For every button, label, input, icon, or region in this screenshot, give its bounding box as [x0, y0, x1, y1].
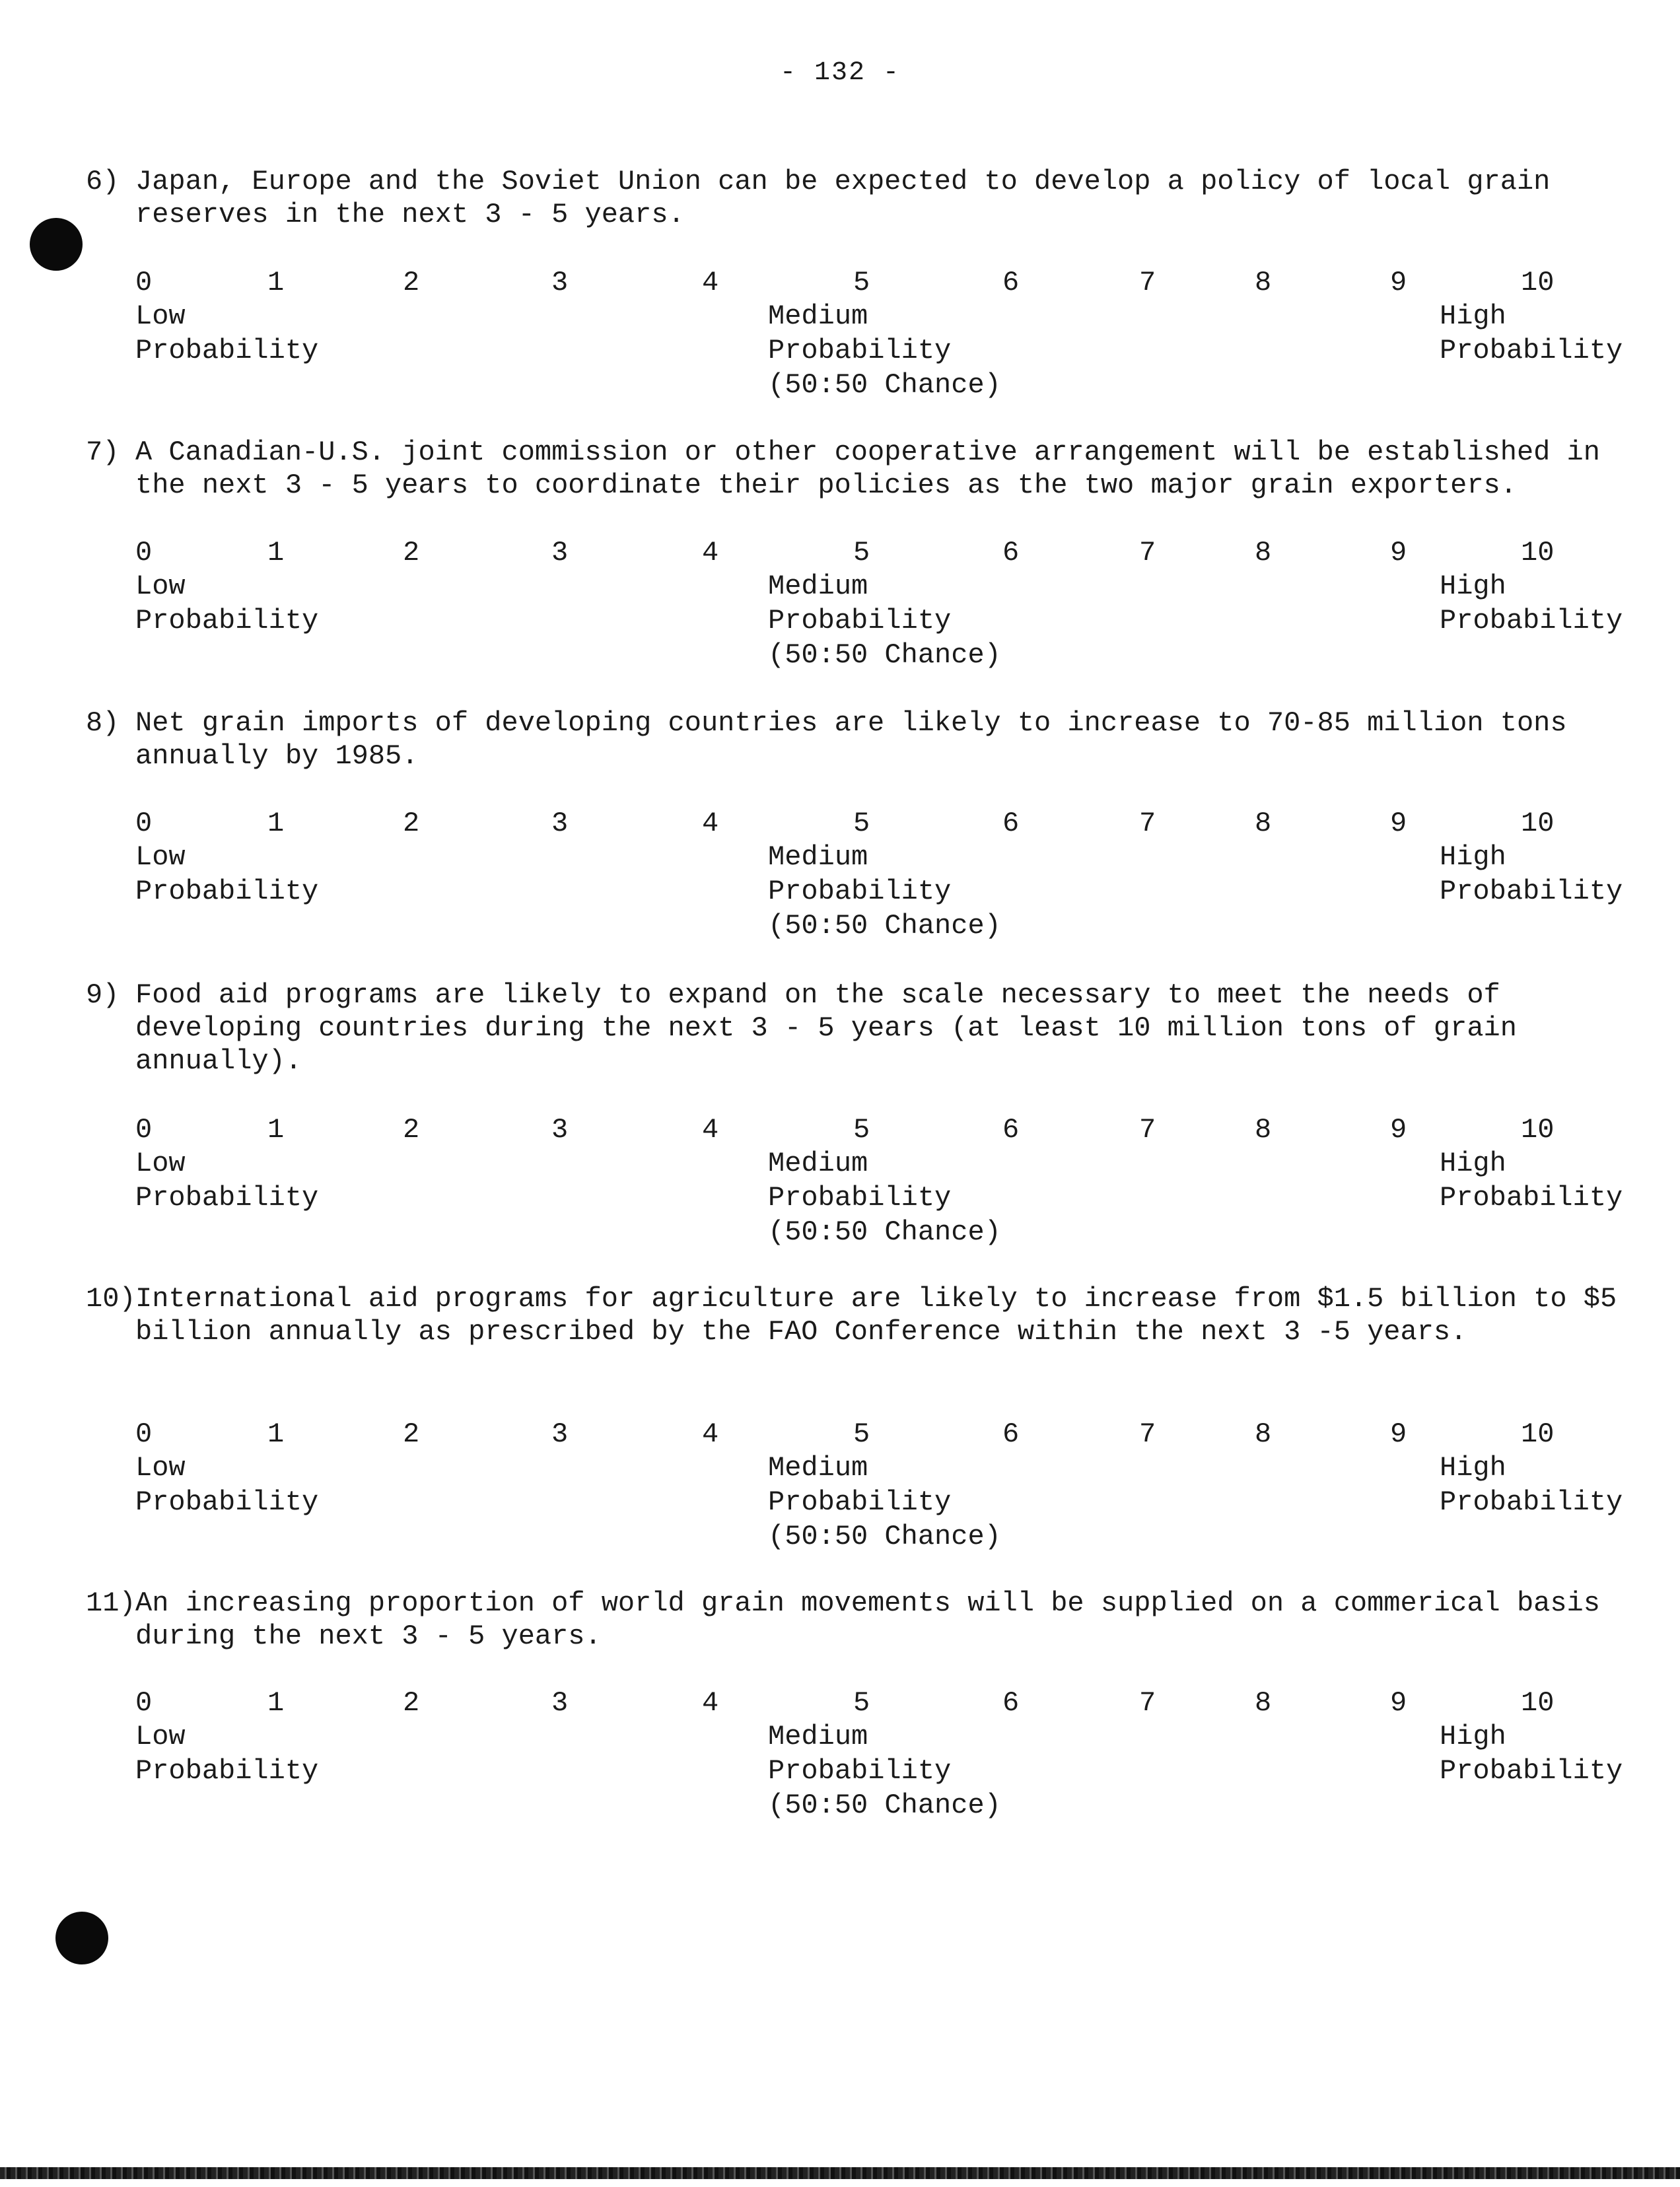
- medium-probability-label: Medium Probability (50:50 Chance): [768, 1452, 1001, 1552]
- question-statement: Food aid programs are likely to expand on the scale necessary to meet the needs of developing countries during the next 3 - 5 years (at least 10 million tons of grain annually).: [135, 979, 1517, 1077]
- question-number: 7): [86, 436, 120, 468]
- question-number: 8): [86, 707, 120, 739]
- scale-tick-5[interactable]: 5: [853, 267, 870, 298]
- probability-scale-6: [0, 266, 1680, 401]
- scale-tick-6[interactable]: 6: [1002, 1114, 1020, 1146]
- medium-probability-label: Medium Probability (50:50 Chance): [768, 1721, 1001, 1821]
- scale-tick-2[interactable]: 2: [403, 1114, 420, 1146]
- scale-tick-9[interactable]: 9: [1390, 267, 1407, 298]
- probability-scale-11: [0, 1686, 1680, 1819]
- scale-tick-4[interactable]: 4: [702, 267, 719, 298]
- scale-tick-7[interactable]: 7: [1139, 1687, 1156, 1719]
- scale-tick-8[interactable]: 8: [1255, 1687, 1272, 1719]
- scale-tick-10[interactable]: 10: [1521, 1114, 1555, 1146]
- scale-tick-1[interactable]: 1: [267, 1687, 285, 1719]
- page-bottom-rule: [0, 2167, 1680, 2179]
- scale-tick-3[interactable]: 3: [551, 1418, 569, 1450]
- scale-tick-1[interactable]: 1: [267, 808, 285, 839]
- scale-tick-8[interactable]: 8: [1255, 1418, 1272, 1450]
- high-probability-label: High Probability: [1440, 1148, 1623, 1214]
- scale-tick-2[interactable]: 2: [403, 808, 420, 839]
- high-probability-label: High Probability: [1440, 300, 1623, 366]
- medium-probability-label: Medium Probability (50:50 Chance): [768, 841, 1001, 942]
- scale-tick-10[interactable]: 10: [1521, 808, 1555, 839]
- question-number: 11): [86, 1587, 136, 1619]
- scale-tick-4[interactable]: 4: [702, 808, 719, 839]
- question-number: 9): [86, 979, 120, 1011]
- scale-tick-5[interactable]: 5: [853, 1114, 870, 1146]
- scale-tick-4[interactable]: 4: [702, 1687, 719, 1719]
- scale-tick-0[interactable]: 0: [135, 808, 153, 839]
- probability-scale-7: [0, 536, 1680, 671]
- scale-tick-6[interactable]: 6: [1002, 1418, 1020, 1450]
- scale-tick-10[interactable]: 10: [1521, 267, 1555, 298]
- scale-tick-5[interactable]: 5: [853, 808, 870, 839]
- probability-scale-8: [0, 807, 1680, 942]
- scale-tick-1[interactable]: 1: [267, 267, 285, 298]
- scale-tick-3[interactable]: 3: [551, 1114, 569, 1146]
- question-statement: Japan, Europe and the Soviet Union can be expected to develop a policy of local grain reserves in the next 3 - 5 years.: [135, 166, 1551, 230]
- scale-tick-5[interactable]: 5: [853, 1687, 870, 1719]
- scale-tick-2[interactable]: 2: [403, 1418, 420, 1450]
- scale-tick-7[interactable]: 7: [1139, 267, 1156, 298]
- scale-tick-1[interactable]: 1: [267, 537, 285, 569]
- scale-tick-5[interactable]: 5: [853, 537, 870, 569]
- high-probability-label: High Probability: [1440, 841, 1623, 907]
- question-text: [86, 165, 1634, 231]
- scale-tick-3[interactable]: 3: [551, 537, 569, 569]
- scale-tick-0[interactable]: 0: [135, 1418, 153, 1450]
- scale-tick-0[interactable]: 0: [135, 537, 153, 569]
- high-probability-label: High Probability: [1440, 1721, 1623, 1787]
- scale-tick-1[interactable]: 1: [267, 1114, 285, 1146]
- scale-tick-8[interactable]: 8: [1255, 1114, 1272, 1146]
- probability-scale-10: [0, 1418, 1680, 1550]
- scale-tick-0[interactable]: 0: [135, 1114, 153, 1146]
- scale-tick-2[interactable]: 2: [403, 537, 420, 569]
- scale-tick-8[interactable]: 8: [1255, 267, 1272, 298]
- scale-tick-9[interactable]: 9: [1390, 537, 1407, 569]
- low-probability-label: Low Probability: [135, 1721, 319, 1787]
- scale-tick-6[interactable]: 6: [1002, 1687, 1020, 1719]
- medium-probability-label: Medium Probability (50:50 Chance): [768, 571, 1001, 671]
- high-probability-label: High Probability: [1440, 571, 1623, 637]
- scale-tick-6[interactable]: 6: [1002, 808, 1020, 839]
- low-probability-label: Low Probability: [135, 571, 319, 637]
- page-number: - 132 -: [779, 58, 901, 88]
- medium-probability-label: Medium Probability (50:50 Chance): [768, 1148, 1001, 1248]
- scale-tick-6[interactable]: 6: [1002, 537, 1020, 569]
- low-probability-label: Low Probability: [135, 1148, 319, 1214]
- scale-tick-2[interactable]: 2: [403, 1687, 420, 1719]
- scale-tick-7[interactable]: 7: [1139, 537, 1156, 569]
- question-statement: International aid programs for agriculture are likely to increase from $1.5 billion to $5 billion annually as prescribed by the FAO Conference within the next 3 -5 years.: [135, 1283, 1617, 1348]
- scale-tick-10[interactable]: 10: [1521, 1418, 1555, 1450]
- scale-tick-4[interactable]: 4: [702, 1114, 719, 1146]
- scale-tick-0[interactable]: 0: [135, 267, 153, 298]
- scale-tick-3[interactable]: 3: [551, 1687, 569, 1719]
- question-number: 6): [86, 166, 120, 197]
- scale-tick-9[interactable]: 9: [1390, 1687, 1407, 1719]
- scale-tick-9[interactable]: 9: [1390, 808, 1407, 839]
- scale-tick-5[interactable]: 5: [853, 1418, 870, 1450]
- scale-tick-4[interactable]: 4: [702, 1418, 719, 1450]
- punch-hole-top: [30, 218, 83, 271]
- scale-tick-7[interactable]: 7: [1139, 1418, 1156, 1450]
- scale-tick-0[interactable]: 0: [135, 1687, 153, 1719]
- scale-tick-1[interactable]: 1: [267, 1418, 285, 1450]
- medium-probability-label: Medium Probability (50:50 Chance): [768, 300, 1001, 401]
- scale-tick-7[interactable]: 7: [1139, 1114, 1156, 1146]
- low-probability-label: Low Probability: [135, 300, 319, 366]
- scale-tick-9[interactable]: 9: [1390, 1114, 1407, 1146]
- high-probability-label: High Probability: [1440, 1452, 1623, 1518]
- probability-scale-9: [0, 1113, 1680, 1248]
- scale-tick-10[interactable]: 10: [1521, 1687, 1555, 1719]
- scale-tick-8[interactable]: 8: [1255, 537, 1272, 569]
- question-statement: Net grain imports of developing countries are likely to increase to 70-85 million tons annually by 1985.: [135, 707, 1567, 772]
- scale-tick-2[interactable]: 2: [403, 267, 420, 298]
- question-text: [86, 1282, 1634, 1348]
- scale-tick-8[interactable]: 8: [1255, 808, 1272, 839]
- punch-hole-bottom: [55, 1912, 108, 1964]
- low-probability-label: Low Probability: [135, 841, 319, 907]
- scale-tick-7[interactable]: 7: [1139, 808, 1156, 839]
- question-text: [86, 979, 1634, 1078]
- question-statement: An increasing proportion of world grain movements will be supplied on a commerical basis during the next 3 - 5 years.: [135, 1587, 1600, 1652]
- question-text: [86, 1587, 1634, 1653]
- question-statement: A Canadian-U.S. joint commission or other cooperative arrangement will be established in the next 3 - 5 years to coordinate their policies as the two major grain exporters.: [135, 436, 1600, 501]
- scale-tick-10[interactable]: 10: [1521, 537, 1555, 569]
- low-probability-label: Low Probability: [135, 1452, 319, 1518]
- question-text: [86, 436, 1634, 502]
- scale-tick-6[interactable]: 6: [1002, 267, 1020, 298]
- question-number: 10): [86, 1283, 136, 1315]
- question-text: [86, 707, 1634, 773]
- scale-tick-4[interactable]: 4: [702, 537, 719, 569]
- scale-tick-3[interactable]: 3: [551, 267, 569, 298]
- scale-tick-9[interactable]: 9: [1390, 1418, 1407, 1450]
- scale-tick-3[interactable]: 3: [551, 808, 569, 839]
